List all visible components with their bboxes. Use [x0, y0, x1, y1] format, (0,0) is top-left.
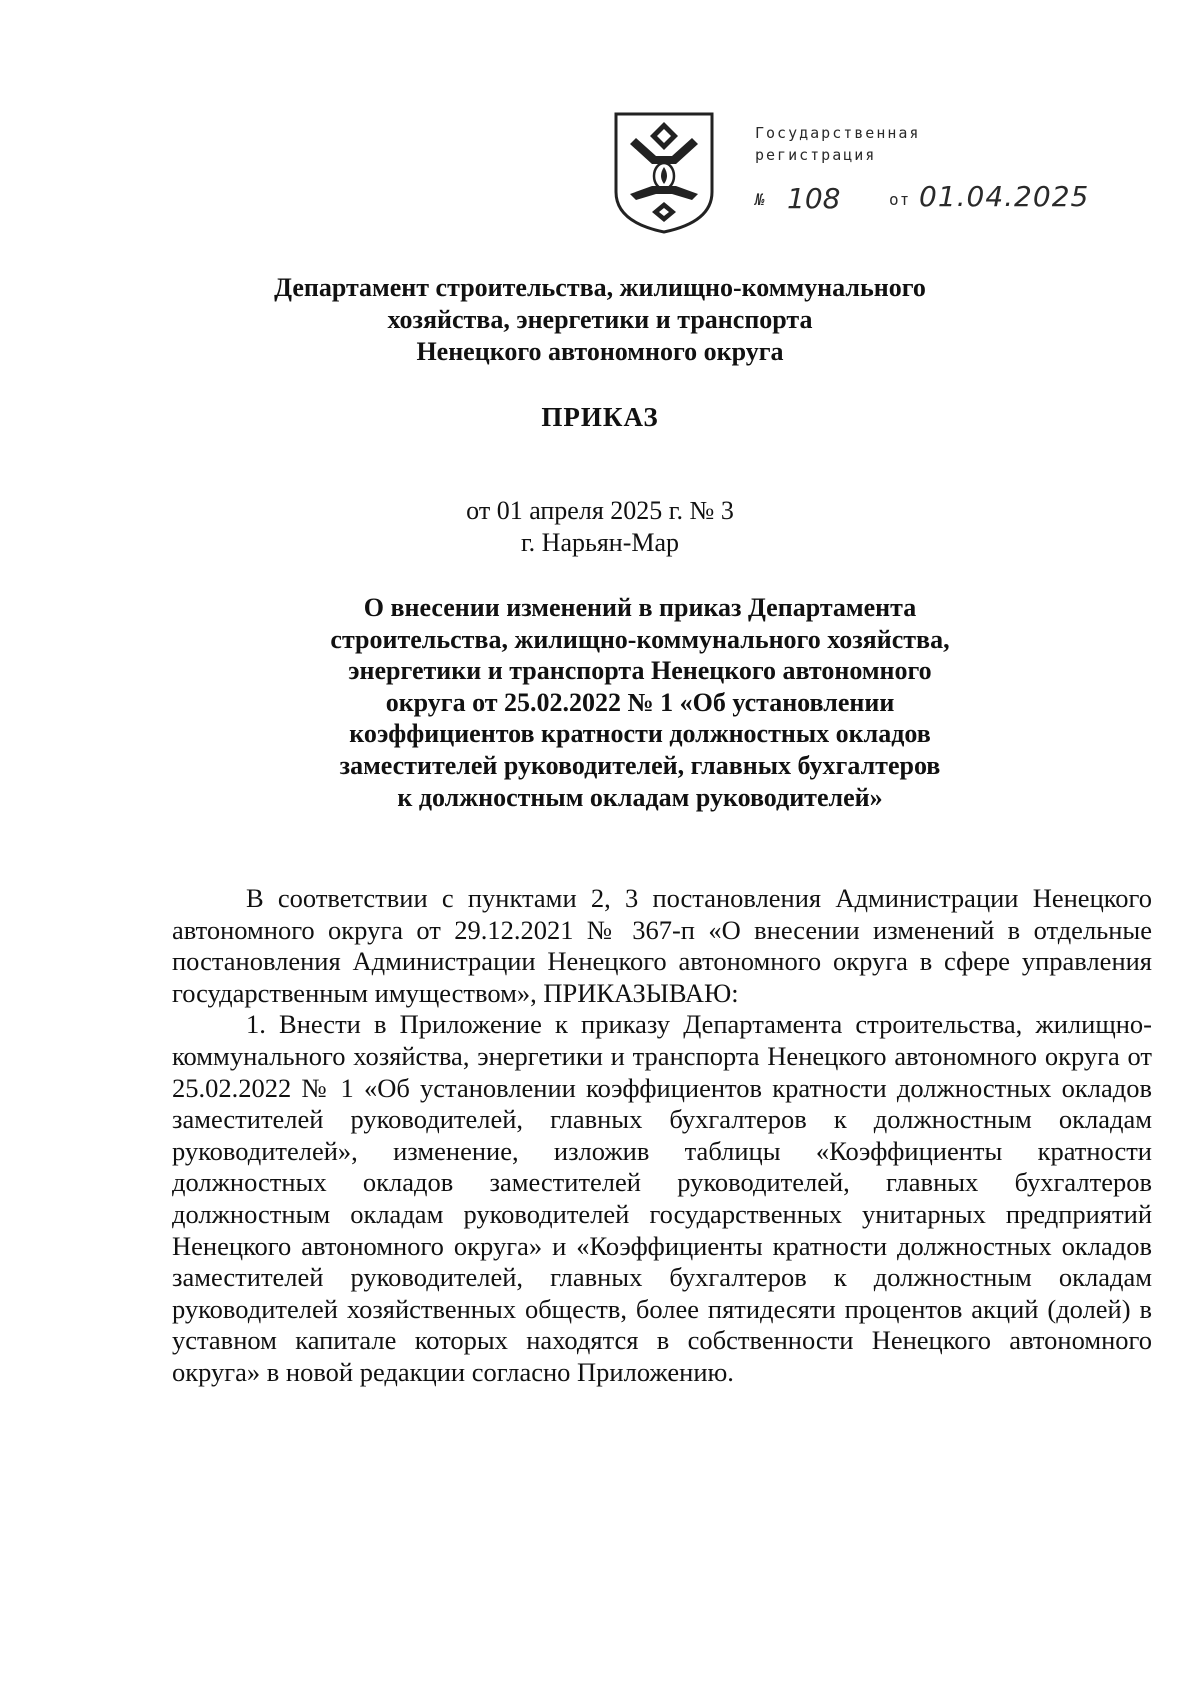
subject-line: к должностным окладам руководителей»: [397, 782, 883, 812]
subject-line: энергетики и транспорта Ненецкого автономного: [348, 656, 932, 686]
stamp-line2: регистрация: [755, 146, 877, 164]
stamp-number-row: [755, 180, 1090, 220]
subject-line: строительства, жилищно-коммунального хозяйства,: [330, 624, 950, 654]
stamp-date: 01.04.2025: [919, 180, 1090, 213]
order-subject: [290, 592, 990, 813]
stamp-number: 108: [787, 182, 841, 215]
document-title: ПРИКАЗ: [541, 402, 659, 432]
header-line-3: Ненецкого автономного округа: [416, 337, 784, 366]
stamp-number-label: №: [755, 190, 765, 209]
document-body: [172, 883, 1152, 1389]
coat-of-arms-emblem: [612, 110, 716, 236]
stamp-line1: Государственная: [755, 124, 921, 142]
stamp-date-label: от: [889, 190, 911, 209]
body-paragraph-2: 1. Внести в Приложение к приказу Департамента строительства, жилищно-коммунального хозяйства, энергетики и транспорта Ненецкого автономного округа от 25.02.2022 № 1 «Об установлении коэффициентов кратности должностных окладов заместителей руководителей, главных бухгалтеров к должностным окладам руководителей», изменение, изложив таблицы «Коэффициенты кратности должностных окладов заместителей руководителей, главных бухгалтеров должностным окладам руководителей государственных унитарных предприятий Ненецкого автономного округа» и «Коэффициенты кратности должностных окладов заместителей руководителей, главных бухгалтеров к должностным окладам руководителей хозяйственных обществ, более пятидесяти процентов акций (долей) в уставном капитале которых находятся в собственности Ненецкого автономного округа» в новой редакции согласно Приложению.: [172, 1009, 1152, 1387]
header-line-1: Департамент строительства, жилищно-коммунального: [274, 273, 926, 302]
department-header: [170, 272, 1030, 368]
body-paragraph-1: В соответствии с пунктами 2, 3 постановления Администрации Ненецкого автономного округа от 29.12.2021 № 367-п «О внесении изменений в отдельные постановления Администрации Ненецкого автономного округа в сфере управления государственным имуществом», ПРИКАЗЫВАЮ:: [172, 883, 1152, 1008]
header-line-2: хозяйства, энергетики и транспорта: [387, 305, 813, 334]
order-date-line: от 01 апреля 2025 г. № 3: [466, 496, 734, 525]
order-city: г. Нарьян-Мар: [520, 528, 680, 557]
registration-stamp: [755, 124, 1090, 224]
subject-line: заместителей руководителей, главных бухгалтеров: [339, 750, 941, 780]
subject-line: округа от 25.02.2022 № 1 «Об установлении: [385, 687, 895, 717]
subject-line: О внесении изменений в приказ Департамента: [363, 593, 917, 622]
subject-line: коэффициентов кратности должностных окладов: [349, 719, 931, 749]
